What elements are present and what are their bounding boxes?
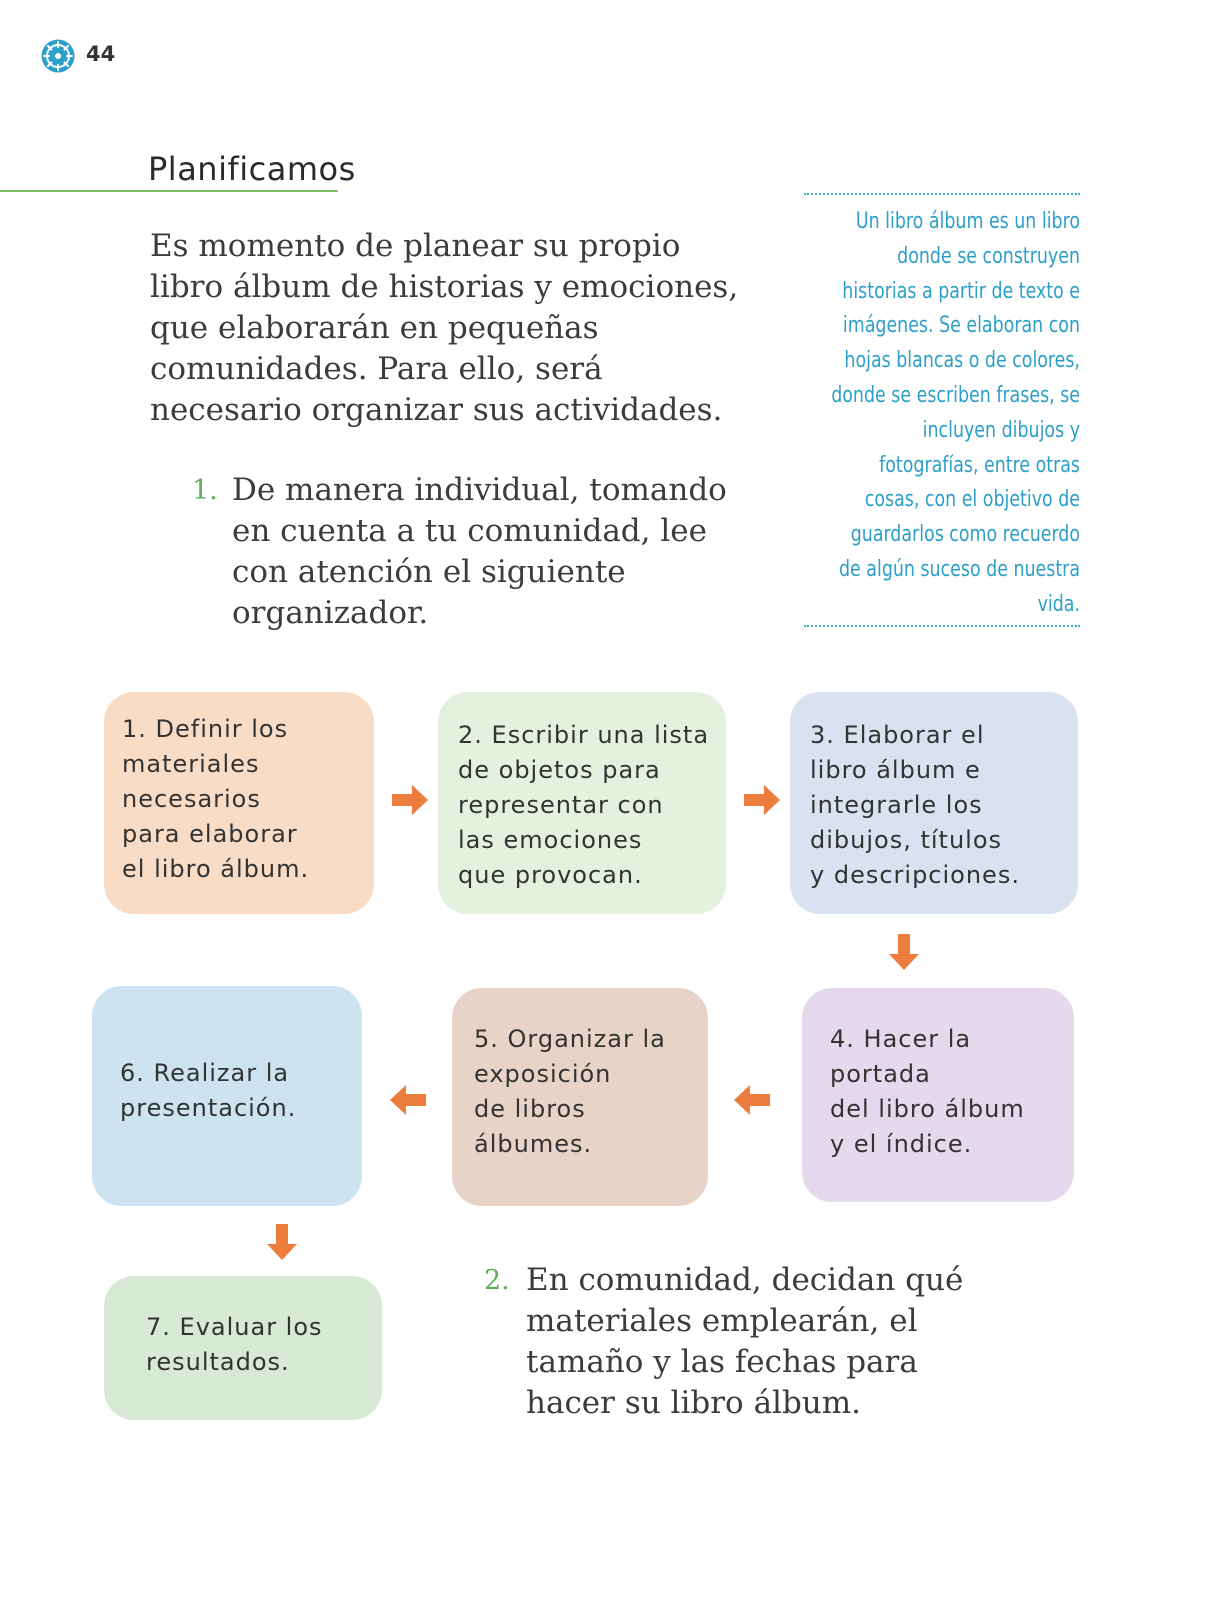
definition-box — [804, 193, 1080, 627]
item-text: De manera individual, tomando en cuenta a tu comunidad, lee con atención el siguiente organizador. — [232, 472, 727, 631]
organizer-step-1 — [104, 692, 374, 914]
arrow-down-icon — [262, 1222, 302, 1262]
title-underline — [0, 190, 338, 192]
item-number: 2. — [484, 1265, 510, 1296]
arrow-left-icon — [732, 1080, 772, 1120]
organizer-step-2 — [438, 692, 726, 914]
instruction-item-1 — [192, 470, 732, 640]
step-label: 2. Escribir una lista de objetos para representar con las emociones que provocan. — [458, 721, 710, 889]
section-title: Planificamos — [148, 150, 356, 188]
step-label: 5. Organizar la exposición de libros álbumes. — [474, 1025, 666, 1158]
organizer-step-4 — [802, 988, 1074, 1202]
arrow-right-icon — [390, 780, 430, 820]
step-label: 1. Definir los materiales necesarios para elaborar el libro álbum. — [122, 715, 310, 883]
organizer-step-6 — [92, 986, 362, 1206]
step-label: 7. Evaluar los resultados. — [146, 1313, 323, 1376]
intro-paragraph: Es momento de planear su propio libro álbum de historias y emociones, que elaborarán en pequeñas comunidades. Para ello, será necesario organizar sus actividades. — [150, 228, 739, 428]
instruction-item-2 — [484, 1260, 984, 1430]
definition-text: Un libro álbum es un libro donde se construyen historias a partir de texto e imágenes. Se elaboran con hojas blancas o de colores, donde se escriben frases, se incluyen dibujos y fotografías, entre otras cosas, con el objetivo de guardarlos como recuerdo de algún suceso de nuestra vida. — [831, 209, 1080, 617]
arrow-down-icon — [884, 932, 924, 972]
step-label: 4. Hacer la portada del libro álbum y el índice. — [830, 1025, 1025, 1158]
organizer-step-5 — [452, 988, 708, 1206]
page-number: 44 — [86, 42, 116, 66]
book-emblem-icon — [40, 38, 76, 74]
step-label: 6. Realizar la presentación. — [120, 1059, 297, 1122]
item-number: 1. — [192, 475, 218, 506]
arrow-left-icon — [388, 1080, 428, 1120]
step-label: 3. Elaborar el libro álbum e integrarle los dibujos, títulos y descripciones. — [810, 721, 1020, 889]
organizer-step-7 — [104, 1276, 382, 1420]
item-text: En comunidad, decidan qué materiales emplearán, el tamaño y las fechas para hacer su libro álbum. — [526, 1262, 964, 1421]
organizer-step-3 — [790, 692, 1078, 914]
arrow-right-icon — [742, 780, 782, 820]
